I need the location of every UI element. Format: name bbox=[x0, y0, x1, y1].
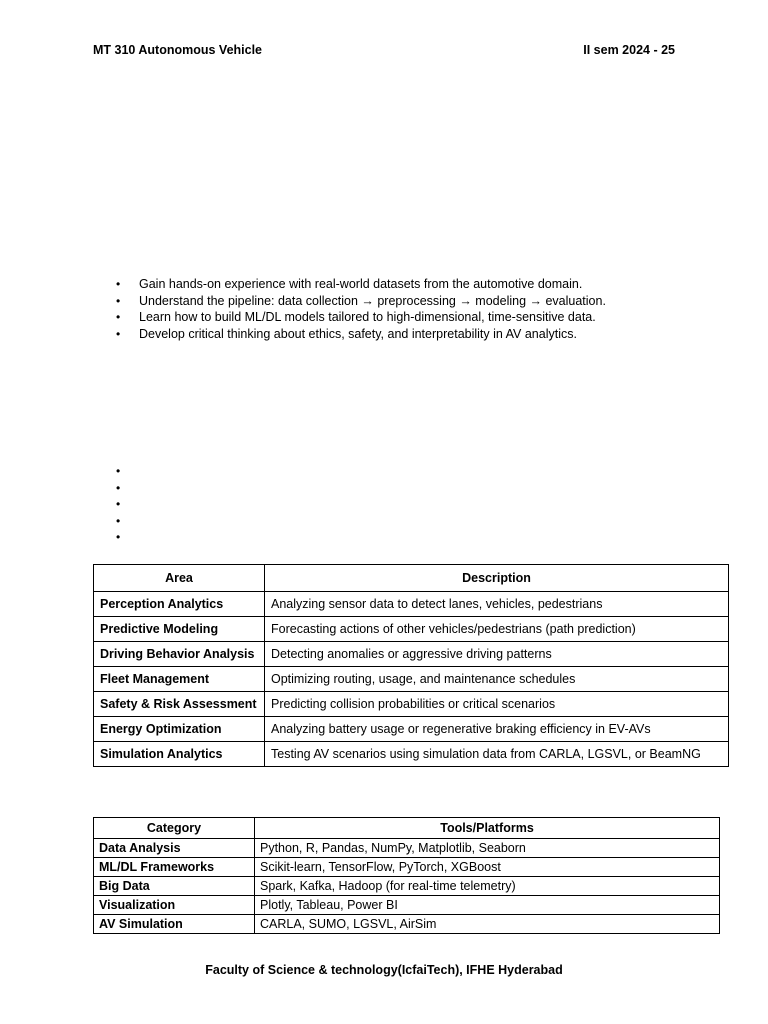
description-cell: Optimizing routing, usage, and maintenance schedules bbox=[265, 667, 729, 692]
category-cell: ML/DL Frameworks bbox=[94, 858, 255, 877]
table-row bbox=[94, 717, 729, 742]
area-cell: Simulation Analytics bbox=[94, 742, 265, 767]
area-cell: Safety & Risk Assessment bbox=[94, 692, 265, 717]
description-cell: Analyzing battery usage or regenerative braking efficiency in EV-AVs bbox=[265, 717, 729, 742]
bullet-icon: • bbox=[116, 464, 121, 478]
area-cell: Driving Behavior Analysis bbox=[94, 642, 265, 667]
table-row bbox=[94, 877, 720, 896]
table-row bbox=[94, 642, 729, 667]
list-item: • Develop critical thinking about ethics, safety, and interpretability in AV analytics. bbox=[116, 326, 577, 341]
tools-cell: Plotly, Tableau, Power BI bbox=[255, 896, 720, 915]
category-cell: Data Analysis bbox=[94, 839, 255, 858]
bullet-icon: • bbox=[116, 277, 121, 291]
list-item: • Gain hands-on experience with real-world datasets from the automotive domain. bbox=[116, 277, 583, 291]
description-cell: Predicting collision probabilities or critical scenarios bbox=[265, 692, 729, 717]
category-cell: Big Data bbox=[94, 877, 255, 896]
tools-cell: Python, R, Pandas, NumPy, Matplotlib, Seaborn bbox=[255, 839, 720, 858]
tools-cell: Spark, Kafka, Hadoop (for real-time telemetry) bbox=[255, 877, 720, 896]
table-row bbox=[94, 896, 720, 915]
bullet-icon: • bbox=[116, 497, 121, 512]
table-header-row bbox=[94, 818, 720, 839]
category-cell: Visualization bbox=[94, 896, 255, 915]
page-header bbox=[93, 43, 675, 57]
bullet-icon: • bbox=[116, 513, 121, 528]
list-item bbox=[93, 496, 139, 513]
column-header: Area bbox=[94, 565, 265, 592]
list-item bbox=[93, 480, 139, 497]
learning-goals-list bbox=[93, 276, 606, 342]
column-header: Category bbox=[94, 818, 255, 839]
column-header: Tools/Platforms bbox=[255, 818, 720, 839]
table-row bbox=[94, 915, 720, 934]
list-item bbox=[93, 529, 139, 546]
course-title: MT 310 Autonomous Vehicle bbox=[93, 43, 263, 57]
table-row bbox=[94, 617, 729, 642]
description-cell: Forecasting actions of other vehicles/pedestrians (path prediction) bbox=[265, 617, 729, 642]
area-cell: Fleet Management bbox=[94, 667, 265, 692]
tools-platforms-table bbox=[93, 817, 720, 934]
table-header-row bbox=[94, 565, 729, 592]
area-cell: Predictive Modeling bbox=[94, 617, 265, 642]
area-cell: Energy Optimization bbox=[94, 717, 265, 742]
list-item bbox=[93, 513, 139, 530]
description-cell: Detecting anomalies or aggressive driving patterns bbox=[265, 642, 729, 667]
page-footer: Faculty of Science & technology(IcfaiTech), IFHE Hyderabad bbox=[205, 963, 563, 977]
list-item bbox=[93, 463, 139, 480]
bullet-icon: • bbox=[116, 310, 121, 325]
table-row bbox=[94, 592, 729, 617]
bullet-icon: • bbox=[116, 293, 121, 308]
tools-cell: Scikit-learn, TensorFlow, PyTorch, XGBoost bbox=[255, 858, 720, 877]
list-item: • Learn how to build ML/DL models tailored to high-dimensional, time-sensitive data. bbox=[116, 310, 596, 325]
table-row bbox=[94, 692, 729, 717]
bullet-icon: • bbox=[116, 480, 121, 495]
list-item: • Understand the pipeline: data collection → preprocessing → modeling → evaluation. bbox=[116, 293, 606, 308]
table-row bbox=[94, 667, 729, 692]
empty-bullet-list bbox=[93, 463, 139, 546]
table-row bbox=[94, 858, 720, 877]
description-cell: Analyzing sensor data to detect lanes, vehicles, pedestrians bbox=[265, 592, 729, 617]
bullet-icon: • bbox=[116, 530, 121, 545]
semester-label: II sem 2024 - 25 bbox=[583, 43, 675, 57]
analytics-areas-table bbox=[93, 564, 729, 767]
table-row bbox=[94, 839, 720, 858]
column-header: Description bbox=[265, 565, 729, 592]
bullet-icon: • bbox=[116, 326, 121, 341]
area-cell: Perception Analytics bbox=[94, 592, 265, 617]
tools-cell: CARLA, SUMO, LGSVL, AirSim bbox=[255, 915, 720, 934]
description-cell: Testing AV scenarios using simulation data from CARLA, LGSVL, or BeamNG bbox=[265, 742, 729, 767]
category-cell: AV Simulation bbox=[94, 915, 255, 934]
table-row bbox=[94, 742, 729, 767]
